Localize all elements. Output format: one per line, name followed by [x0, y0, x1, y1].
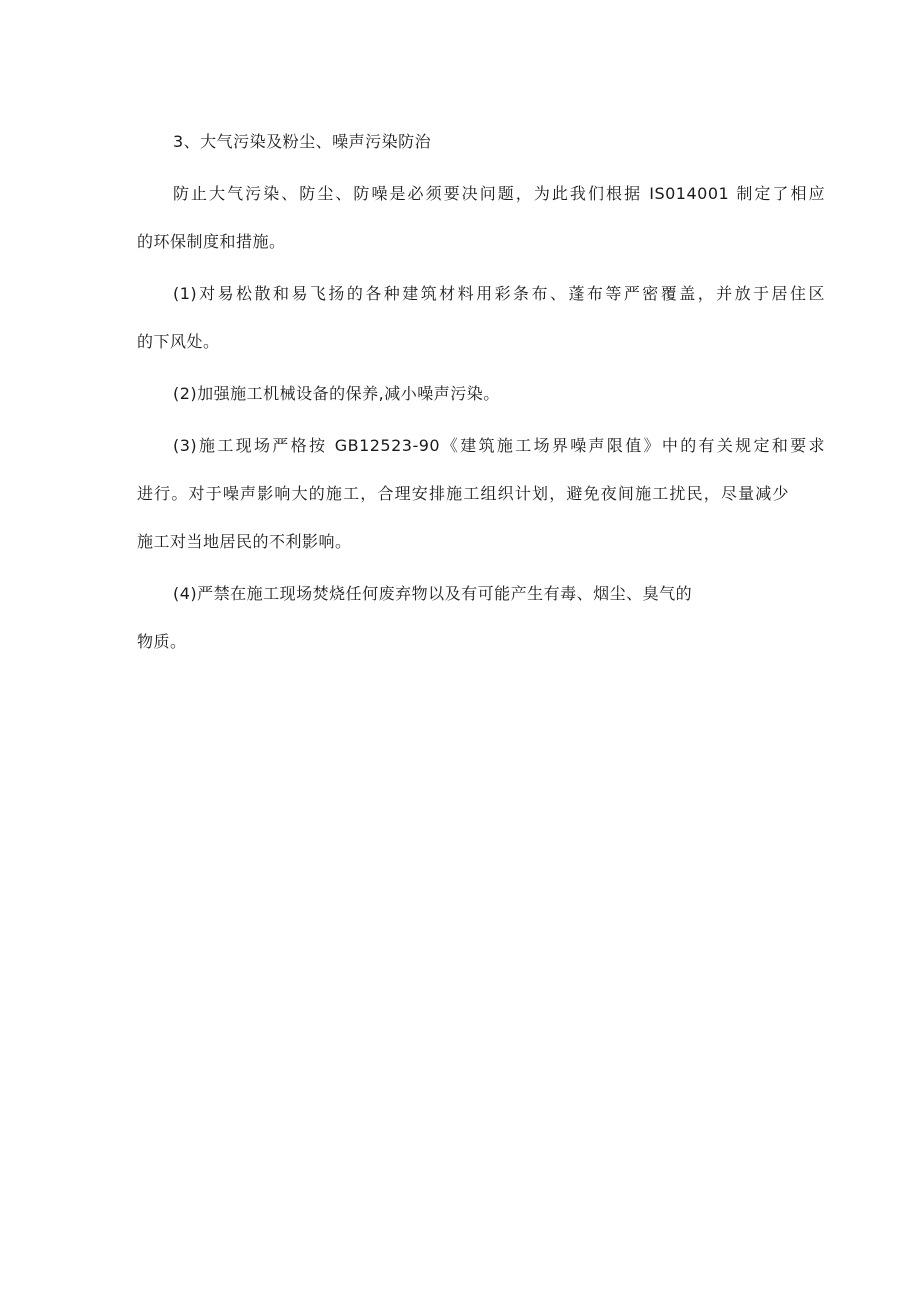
item-3-line-1: (3)施工现场严格按 GB12523-90《建筑施工场界噪声限值》中的有关规定和要求	[173, 436, 825, 455]
item-4-line-1: (4)严禁在施工现场焚烧任何废弃物以及有可能产生有毒、烟尘、臭气的	[173, 584, 693, 603]
intro-line-2: 的环保制度和措施。	[137, 232, 286, 251]
item-1-line-1: (1)对易松散和易飞扬的各种建筑材料用彩条布、蓬布等严密覆盖，并放于居住区	[173, 284, 825, 303]
section-heading: 3、大气污染及粉尘、噪声污染防治	[173, 132, 432, 151]
item-1-line-2: 的下风处。	[137, 332, 220, 351]
item-2-line-1: (2)加强施工机械设备的保养,减小噪声污染。	[173, 384, 500, 403]
item-4-line-2: 物质。	[137, 632, 187, 651]
intro-line-1: 防止大气污染、防尘、防噪是必须要决问题，为此我们根据 IS014001 制定了相应	[173, 184, 825, 203]
item-3-line-3: 施工对当地居民的不利影响。	[137, 532, 352, 551]
document-body	[137, 118, 825, 666]
item-3-line-2: 进行。对于噪声影响大的施工，合理安排施工组织计划，避免夜间施工扰民，尽量减少	[137, 484, 789, 503]
